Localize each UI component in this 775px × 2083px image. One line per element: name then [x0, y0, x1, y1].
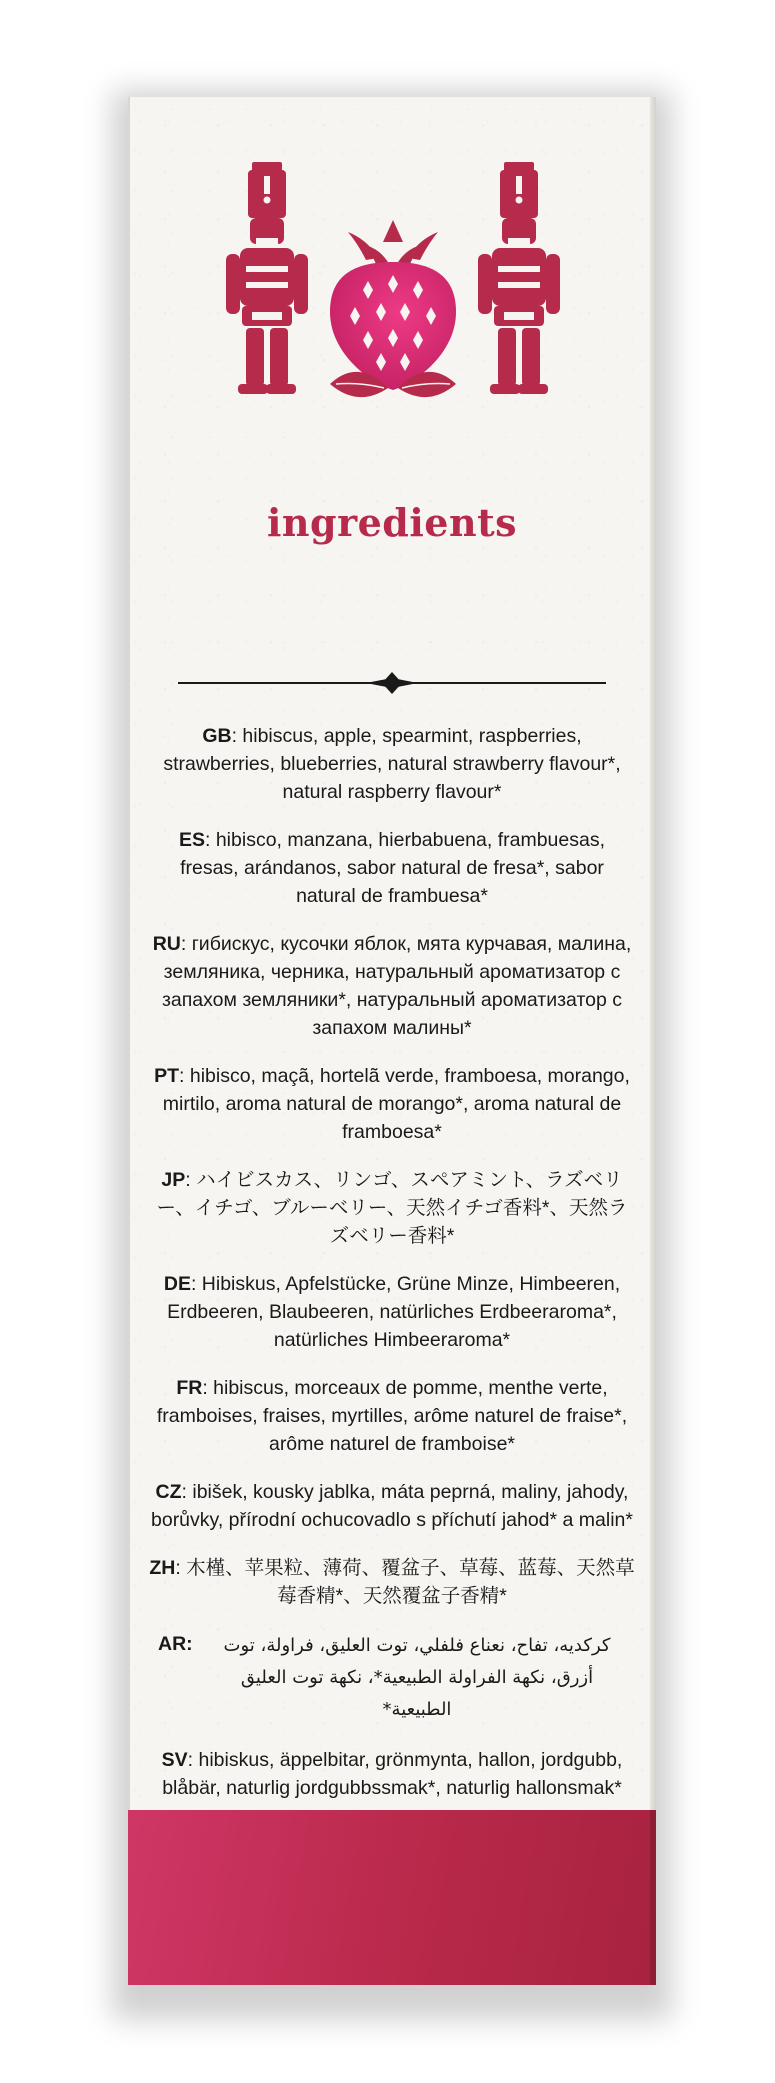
- box-edge: [650, 97, 656, 1985]
- language-code: FR: [176, 1377, 203, 1399]
- language-code: PT: [154, 1065, 180, 1087]
- ingredient-entry-zh: [148, 1554, 636, 1610]
- ingredient-text: كركديه، تفاح، نعناع فلفلي، توت العليق، فراولة، توت أزرق، نكهة الفراولة الطبيعية*، نكهة توت العليق الطبيعية*: [223, 1635, 611, 1720]
- diamond-divider-icon: [178, 672, 606, 694]
- ingredient-text: : Hibiskus, Apfelstücke, Grüne Minze, Himbeeren, Erdbeeren, Blaubeeren, natürliches Erdbeeraroma*, natürliches Himbeeraroma*: [167, 1273, 621, 1351]
- language-code: AR:: [158, 1633, 193, 1655]
- ingredient-entry-gb: [148, 722, 636, 806]
- ingredient-text: : hibiscus, morceaux de pomme, menthe verte, framboises, fraises, myrtilles, arôme naturel de fraise*, arôme naturel de framboise*: [156, 1377, 628, 1455]
- ingredient-entry-jp: [148, 1166, 636, 1250]
- ingredient-text: : 木槿、苹果粒、薄荷、覆盆子、草莓、蓝莓、天然草莓香精*、天然覆盆子香精*: [175, 1557, 635, 1607]
- language-code: JP: [161, 1169, 186, 1191]
- ingredient-entry-ar: [148, 1630, 636, 1726]
- language-code: ES: [178, 829, 205, 851]
- ingredient-text: : hibiscus, apple, spearmint, raspberries, strawberries, blueberries, natural strawberry flavour*, natural raspberry flavour*: [163, 725, 621, 803]
- ingredient-entry-es: [148, 826, 636, 910]
- language-code: SV: [161, 1749, 188, 1771]
- ingredient-entry-ru: [148, 930, 636, 1042]
- ingredient-text: : ハイビスカス、リンゴ、スペアミント、ラズベリー、イチゴ、ブルーベリー、天然イチゴ香料*、天然ラズベリー香料*: [156, 1169, 628, 1247]
- language-code: CZ: [155, 1481, 182, 1503]
- ingredient-text: : hibisco, manzana, hierbabuena, frambuesas, fresas, arándanos, sabor natural de fresa*, sabor natural de frambuesa*: [180, 829, 605, 907]
- ingredient-text: : hibiskus, äppelbitar, grönmynta, hallon, jordgubb, blåbär, naturlig jordgubbssmak*, naturlig hallonsmak*: [162, 1749, 623, 1799]
- language-code: DE: [163, 1273, 191, 1295]
- ingredients-heading: ingredients: [266, 500, 518, 545]
- language-code: GB: [202, 725, 232, 747]
- ingredient-entry-sv: [148, 1746, 636, 1802]
- ingredient-text: : гибискус, кусочки яблок, мята курчавая, малина, земляника, черника, натуральный ароматизатор с запахом земляники*, натуральный ароматизатор с запахом малины*: [161, 933, 632, 1039]
- ingredient-entry-de: [148, 1270, 636, 1354]
- ingredient-entry-fr: [148, 1374, 636, 1458]
- language-code: RU: [152, 933, 181, 955]
- bottom-color-band: [128, 1810, 656, 1985]
- ingredient-text: : hibisco, maçã, hortelã verde, framboesa, morango, mirtilo, aroma natural de morango*, aroma natural de framboesa*: [162, 1065, 630, 1143]
- tea-box-side-panel: [128, 97, 656, 1985]
- ingredients-list: [148, 722, 636, 1864]
- ingredient-entry-cz: [148, 1478, 636, 1534]
- nutcracker-soldiers-strawberry-icon: [218, 162, 568, 402]
- language-code: ZH: [149, 1557, 176, 1579]
- ingredient-entry-pt: [148, 1062, 636, 1146]
- ingredient-text: : ibišek, kousky jablka, máta peprná, maliny, jahody, borůvky, přírodní ochucovadlo s příchutí jahod* a malin*: [151, 1481, 633, 1531]
- band-edge: [650, 1810, 656, 1985]
